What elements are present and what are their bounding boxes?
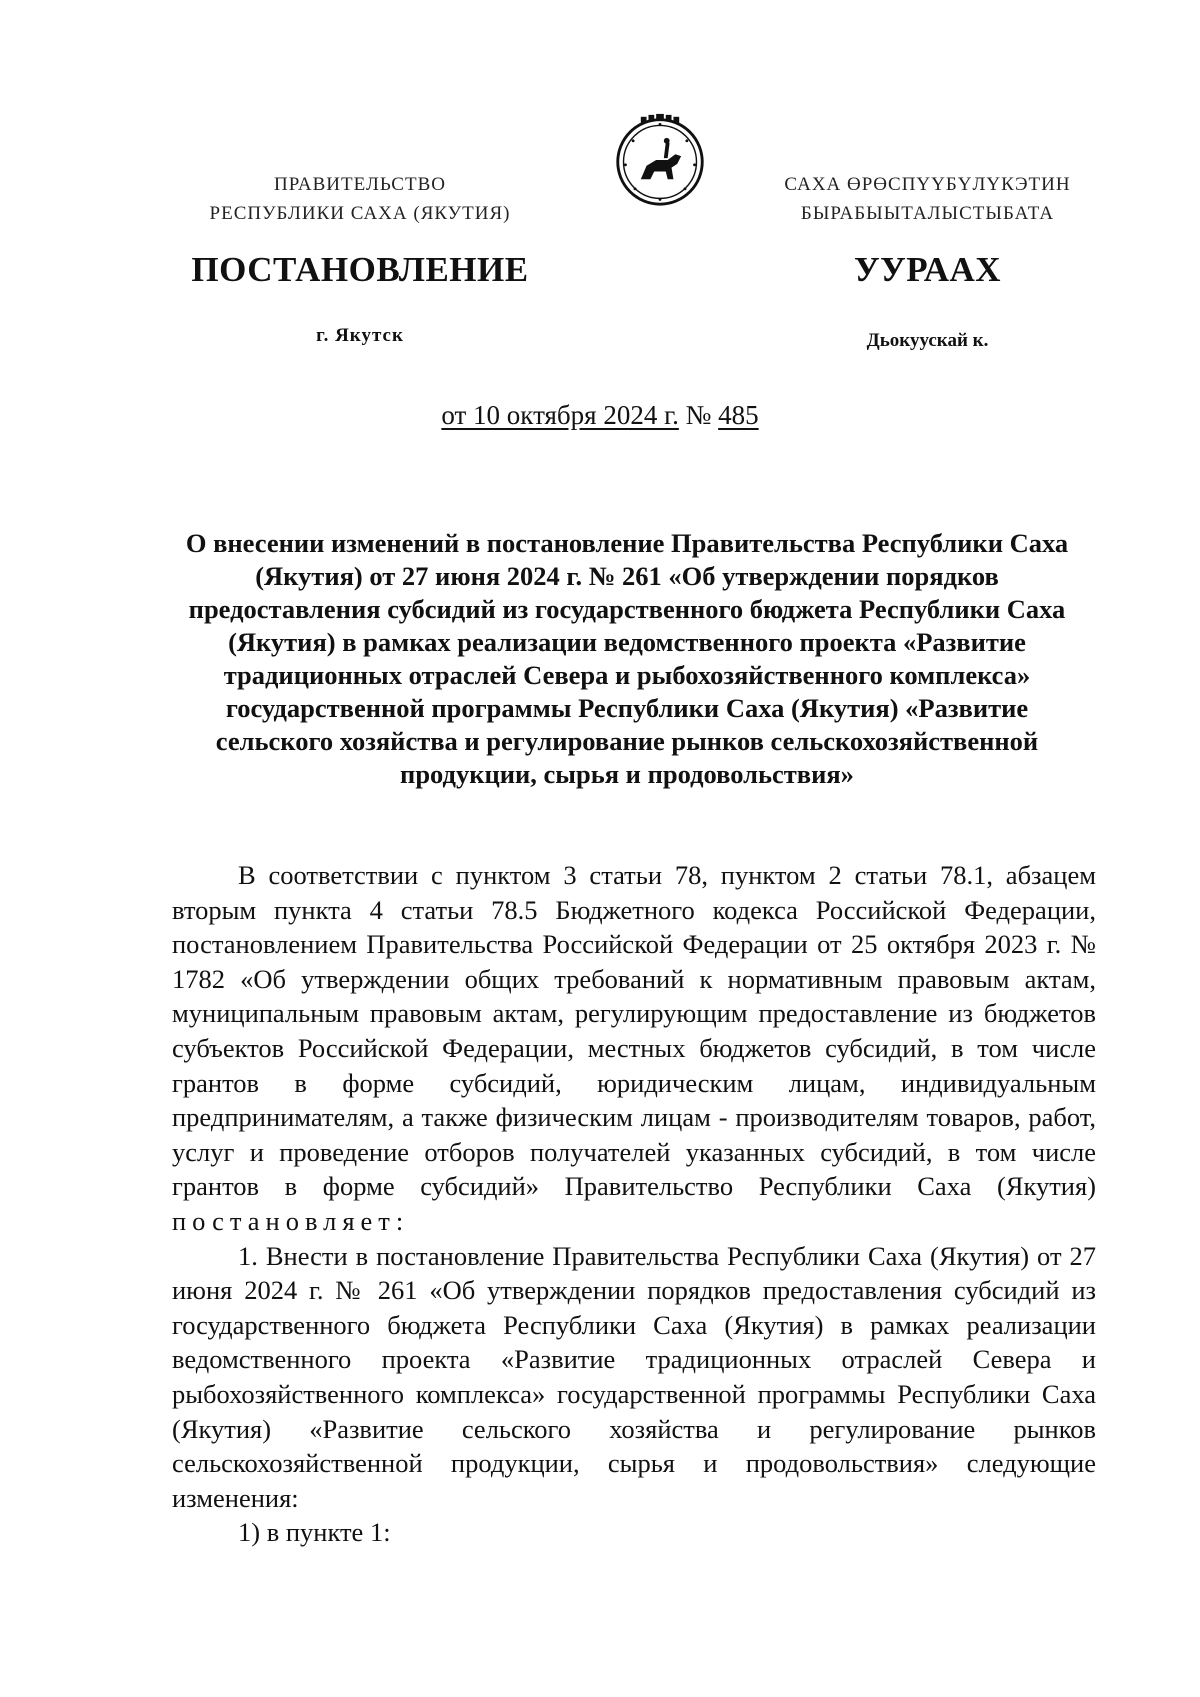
subitem-1-paragraph: 1) в пункте 1: xyxy=(238,1517,391,1548)
city-russian: г. Якутск xyxy=(316,325,404,346)
document-number: 485 xyxy=(718,400,759,430)
city-sakha: Дьокуускай к. xyxy=(866,330,989,351)
document-body xyxy=(172,858,1096,1550)
org-name-sakha-line-2: БЫРАБЫЫТАЛЫСТЫБАТА xyxy=(800,203,1055,224)
sakha-republic-emblem-icon xyxy=(612,112,708,208)
item-1-paragraph: 1. Внести в постановление Правительства Республики Саха (Якутия) от 27 июня 2024 г. № 261 «Об утверждении порядков предоставления субсидий из государственного бюджета Республики Саха (Якутия) в рамках реализации ведомственного проекта «Развитие традиционных отраслей Севера и рыбохозяйственного комплекса» государственной программы Республики Саха (Якутия) «Развитие сельского хозяйства и регулирование рынков сельскохозяйственной продукции, сырья и продовольствия» следующие изменения: xyxy=(172,1240,1096,1513)
org-name-russian xyxy=(150,170,570,228)
org-name-line-1: ПРАВИТЕЛЬСТВО xyxy=(274,174,446,195)
document-title: О внесении изменений в постановление Правительства Республики Саха (Якутия) от 27 июня 2024 г. № 261 «Об утверждении порядков предоставления субсидий из государственного бюджета Республики Саха (Якутия) в рамках реализации ведомственного проекта «Развитие традиционных отраслей Севера и рыбохозяйственного комплекса» государственной программы Республики Саха (Якутия) «Развитие сельского хозяйства и регулирование рынков сельскохозяйственной продукции, сырья и продовольствия» xyxy=(185,528,1069,789)
preamble-paragraph xyxy=(172,858,1096,1239)
document-date: от 10 октября 2024 г. xyxy=(441,400,679,430)
preamble-text: В соответствии с пунктом 3 статьи 78, пунктом 2 статьи 78.1, абзацем вторым пункта 4 статьи 78.5 Бюджетного кодекса Российской Федерации, постановлением Правительства Российской Федерации от 25 октября 2023 г. № 1782 «Об утверждении общих требований к нормативным правовым актам, муниципальным правовым актам, регулирующим предоставление из бюджетов субъектов Российской Федерации, местных бюджетов субсидий, в том числе грантов в форме субсидий, юридическим лицам, индивидуальным предпринимателям, а также физическим лицам - производителям товаров, работ, услуг и проведение отборов получателей указанных субсидий, в том числе грантов в форме субсидий» Правительство Республики Саха (Якутия) xyxy=(172,860,1096,1202)
number-sign: № xyxy=(685,400,712,430)
date-and-number xyxy=(0,400,1200,431)
org-name-sakha xyxy=(745,170,1110,228)
decree-word: постановляет: xyxy=(172,1205,410,1236)
org-name-line-2: РЕСПУБЛИКИ САХА (ЯКУТИЯ) xyxy=(209,203,511,224)
doc-type-russian: ПОСТАНОВЛЕНИЕ xyxy=(191,250,529,289)
doc-type-sakha: УУРААХ xyxy=(853,250,1002,289)
org-name-sakha-line-1: САХА ӨРӨСПҮҮБҮЛҮКЭТИН xyxy=(784,174,1071,195)
